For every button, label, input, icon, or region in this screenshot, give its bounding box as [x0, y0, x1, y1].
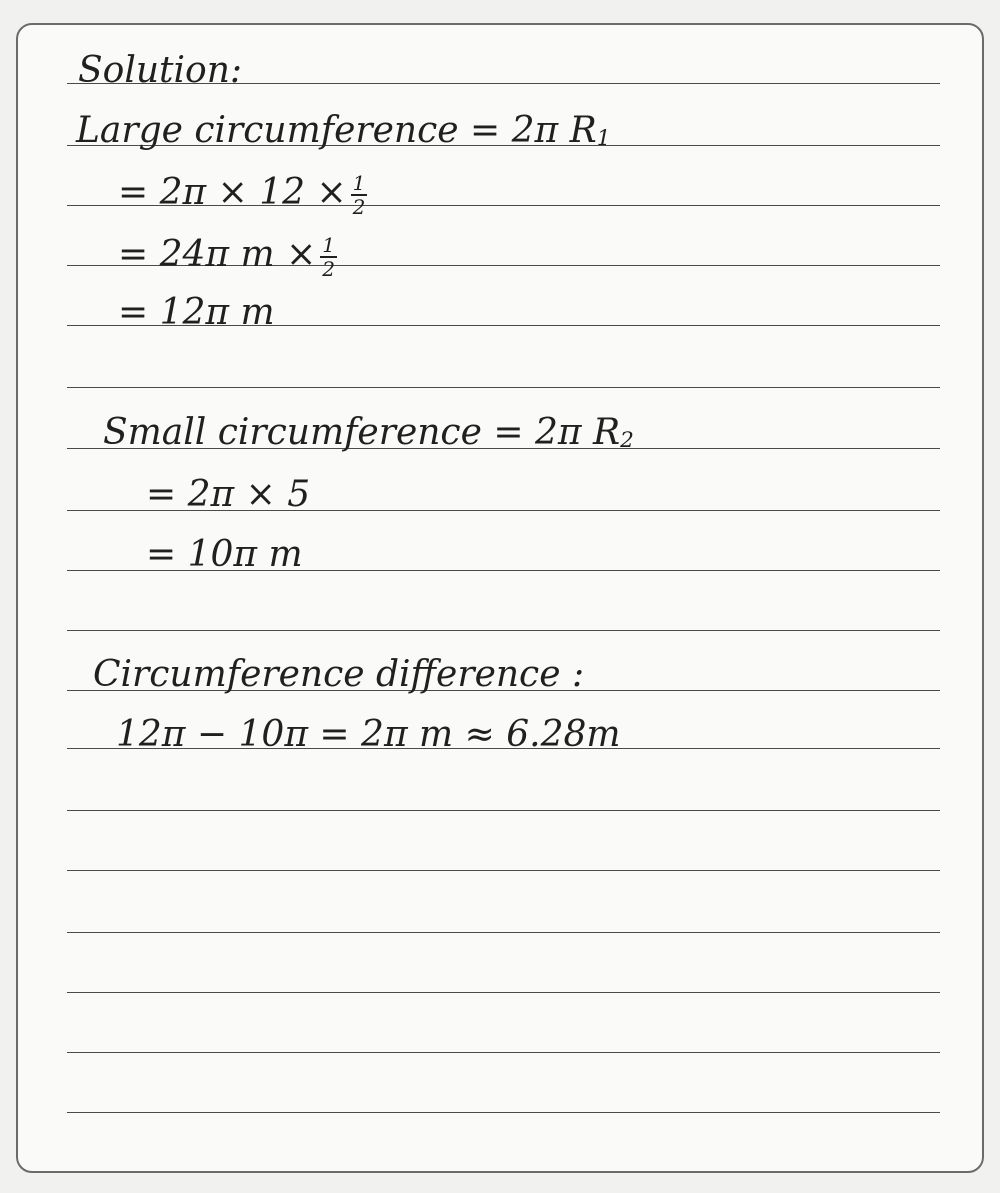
large-circumference-title [76, 110, 611, 151]
half-fraction [320, 235, 337, 279]
ruled-line [67, 992, 940, 993]
large-step-1 [118, 173, 367, 217]
difference-calculation: 12π − 10π = 2π m ≈ 6.28m [116, 714, 621, 755]
ruled-line [67, 387, 940, 388]
radius-subscript: 1 [596, 126, 611, 151]
large-step-3: = 12π m [118, 292, 275, 333]
fraction-numerator: 1 [322, 233, 335, 257]
ruled-line [67, 1112, 940, 1113]
notebook-page [16, 23, 984, 1173]
fraction-denominator: 2 [322, 257, 335, 281]
small-circumference-formula: Small circumference = 2π R [103, 412, 621, 453]
ruled-line [67, 870, 940, 871]
large-step-1-text: = 2π × 12 × [118, 172, 347, 213]
fraction-denominator: 2 [352, 195, 366, 219]
solution-heading: Solution: [78, 50, 243, 91]
radius-subscript: 2 [620, 428, 634, 453]
ruled-line [67, 932, 940, 933]
difference-title: Circumference difference : [93, 654, 585, 695]
large-step-2 [118, 235, 337, 279]
large-circumference-formula: Large circumference = 2π R [76, 110, 597, 151]
ruled-line [67, 630, 940, 631]
half-fraction [351, 173, 368, 217]
ruled-line [67, 1052, 940, 1053]
large-step-2-text: = 24π m × [118, 234, 317, 275]
fraction-numerator: 1 [352, 171, 366, 195]
small-step-2: = 10π m [146, 534, 303, 575]
ruled-line [67, 810, 940, 811]
small-circumference-title [103, 412, 634, 453]
small-step-1: = 2π × 5 [146, 474, 311, 515]
